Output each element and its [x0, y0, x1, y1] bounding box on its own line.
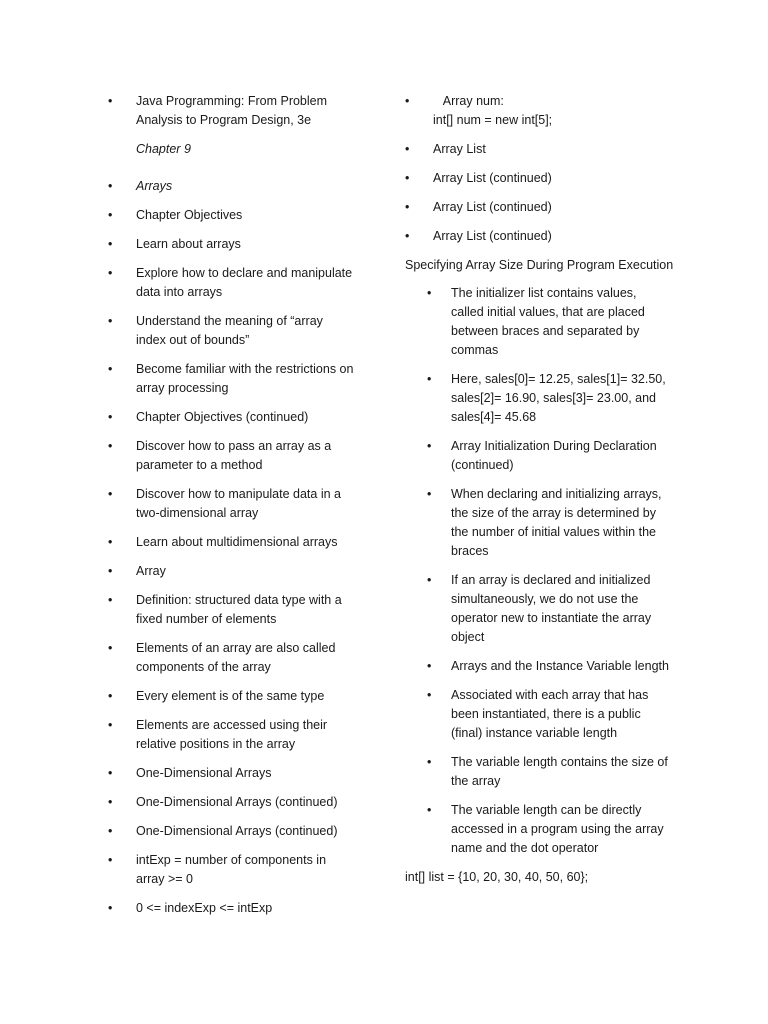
bullet-icon: •	[405, 142, 410, 156]
item-text-line: Array num:	[433, 94, 504, 108]
item-text-line: The variable length contains the size of	[451, 755, 668, 769]
item-text-line: components of the array	[136, 660, 271, 674]
list-item	[405, 753, 680, 791]
item-text-line: The initializer list contains values,	[451, 286, 637, 300]
bullet-icon: •	[427, 372, 432, 386]
item-text-line: Elements are accessed using their	[136, 718, 328, 732]
section-heading	[405, 256, 680, 275]
item-text-line: fixed number of elements	[136, 612, 277, 626]
item-text-line: One-Dimensional Arrays	[136, 766, 272, 780]
list-item	[108, 485, 370, 523]
item-text-line: Discover how to pass an array as a	[136, 439, 332, 453]
item-text-line: Learn about multidimensional arrays	[136, 535, 338, 549]
list-item	[108, 264, 370, 302]
item-text-line: Java Programming: From Problem	[136, 94, 328, 108]
item-text-line: Here, sales[0]= 12.25, sales[1]= 32.50,	[451, 372, 666, 386]
item-text-line: the number of initial values within the	[451, 525, 656, 539]
item-text-line: Array Initialization During Declaration	[451, 439, 657, 453]
bullet-icon: •	[427, 286, 432, 300]
list-item	[108, 92, 370, 130]
bullet-icon: •	[108, 824, 113, 838]
item-text-line: If an array is declared and initialized	[451, 573, 651, 587]
list-item	[405, 284, 680, 360]
bullet-icon: •	[427, 688, 432, 702]
bullet-icon: •	[108, 439, 113, 453]
item-text-line: index out of bounds”	[136, 333, 250, 347]
item-text-line: the size of the array is determined by	[451, 506, 656, 520]
list-item	[108, 851, 370, 889]
item-text-line: relative positions in the array	[136, 737, 296, 751]
left-column	[108, 92, 370, 928]
list-item	[108, 899, 370, 918]
item-text-line: braces	[451, 544, 489, 558]
item-text-line: Analysis to Program Design, 3e	[136, 113, 312, 127]
list-item	[405, 169, 680, 188]
bullet-icon: •	[427, 573, 432, 587]
bullet-icon: •	[108, 237, 113, 251]
list-item	[108, 687, 370, 706]
item-text-line: between braces and separated by	[451, 324, 640, 338]
item-text-line: commas	[451, 343, 499, 357]
item-text-line: sales[2]= 16.90, sales[3]= 23.00, and	[451, 391, 657, 405]
item-text-line: Array List (continued)	[433, 229, 552, 243]
list-item	[108, 437, 370, 475]
list-item	[405, 801, 680, 858]
bullet-icon: •	[427, 487, 432, 501]
list-item	[405, 485, 680, 561]
section-heading-text: int[] list = {10, 20, 30, 40, 50, 60};	[405, 870, 589, 884]
item-text-line: array processing	[136, 381, 229, 395]
bullet-icon: •	[427, 659, 432, 673]
list-item	[108, 408, 370, 427]
bullet-icon: •	[108, 766, 113, 780]
list-item	[108, 716, 370, 754]
bullet-icon: •	[108, 901, 113, 915]
item-text-line: intExp = number of components in	[136, 853, 327, 867]
item-text-line: data into arrays	[136, 285, 223, 299]
item-text-line: When declaring and initializing arrays,	[451, 487, 662, 501]
bullet-icon: •	[405, 229, 410, 243]
bullet-icon: •	[405, 171, 410, 185]
list-item	[108, 177, 370, 196]
item-text-line: two-dimensional array	[136, 506, 259, 520]
item-text-line: Arrays	[136, 179, 173, 193]
item-text-line: Array	[136, 564, 166, 578]
item-text-line: Discover how to manipulate data in a	[136, 487, 341, 501]
item-text-line: Explore how to declare and manipulate	[136, 266, 353, 280]
item-text-line: One-Dimensional Arrays (continued)	[136, 795, 338, 809]
list-item	[108, 312, 370, 350]
item-text-line: the array	[451, 774, 501, 788]
item-text-line: called initial values, that are placed	[451, 305, 645, 319]
bullet-icon: •	[108, 314, 113, 328]
list-item	[108, 533, 370, 552]
bullet-icon: •	[108, 564, 113, 578]
right-column	[405, 92, 680, 896]
item-text-line: Array List	[433, 142, 486, 156]
item-text-line: int[] num = new int[5];	[433, 113, 553, 127]
item-text-line: operator new to instantiate the array	[451, 611, 652, 625]
list-item	[405, 657, 680, 676]
chapter-label	[108, 140, 370, 159]
bullet-icon: •	[108, 410, 113, 424]
item-text-line: Associated with each array that has	[451, 688, 649, 702]
item-text-line: Array List (continued)	[433, 200, 552, 214]
item-text-line: Chapter Objectives	[136, 208, 243, 222]
list-item	[108, 360, 370, 398]
bullet-icon: •	[108, 179, 113, 193]
item-text-line: Arrays and the Instance Variable length	[451, 659, 669, 673]
list-item	[405, 227, 680, 246]
bullet-icon: •	[108, 718, 113, 732]
bullet-icon: •	[108, 795, 113, 809]
item-text-line: Learn about arrays	[136, 237, 241, 251]
item-text-line: name and the dot operator	[451, 841, 599, 855]
bullet-icon: •	[427, 439, 432, 453]
list-item	[108, 591, 370, 629]
item-text-line: (continued)	[451, 458, 514, 472]
item-text-line: Definition: structured data type with a	[136, 593, 342, 607]
list-item	[108, 639, 370, 677]
list-item	[405, 370, 680, 427]
item-text-line: array >= 0	[136, 872, 193, 886]
item-text-line: One-Dimensional Arrays (continued)	[136, 824, 338, 838]
bullet-icon: •	[108, 689, 113, 703]
item-text-line: Understand the meaning of “array	[136, 314, 323, 328]
item-text-line: Array List (continued)	[433, 171, 552, 185]
bullet-icon: •	[108, 641, 113, 655]
list-item	[405, 92, 680, 130]
section-heading-text: Specifying Array Size During Program Execution	[405, 258, 674, 272]
item-text-line: object	[451, 630, 485, 644]
list-item	[405, 198, 680, 217]
item-text-line: Every element is of the same type	[136, 689, 325, 703]
item-text-line: The variable length can be directly	[451, 803, 642, 817]
bullet-icon: •	[108, 266, 113, 280]
list-item	[108, 764, 370, 783]
bullet-icon: •	[405, 94, 410, 108]
item-text-line: simultaneously, we do not use the	[451, 592, 639, 606]
list-item	[108, 206, 370, 225]
item-text-line: (final) instance variable length	[451, 726, 618, 740]
item-text-line: Elements of an array are also called	[136, 641, 336, 655]
list-item	[108, 235, 370, 254]
bullet-icon: •	[108, 362, 113, 376]
bullet-icon: •	[405, 200, 410, 214]
item-text-line: 0 <= indexExp <= intExp	[136, 901, 273, 915]
item-text-line: Chapter Objectives (continued)	[136, 410, 309, 424]
chapter-label-text: Chapter 9	[136, 142, 191, 156]
list-item	[108, 793, 370, 812]
bullet-icon: •	[108, 487, 113, 501]
list-item	[405, 437, 680, 475]
item-text-line: been instantiated, there is a public	[451, 707, 641, 721]
bullet-icon: •	[108, 535, 113, 549]
bullet-icon: •	[108, 853, 113, 867]
list-item	[405, 686, 680, 743]
list-item	[405, 140, 680, 159]
list-item	[405, 571, 680, 647]
item-text-line: accessed in a program using the array	[451, 822, 664, 836]
list-item	[108, 822, 370, 841]
bullet-icon: •	[108, 94, 113, 108]
section-heading	[405, 868, 680, 887]
list-item	[108, 562, 370, 581]
item-text-line: sales[4]= 45.68	[451, 410, 537, 424]
bullet-icon: •	[108, 208, 113, 222]
bullet-icon: •	[108, 593, 113, 607]
bullet-icon: •	[427, 803, 432, 817]
item-text-line: parameter to a method	[136, 458, 263, 472]
bullet-icon: •	[427, 755, 432, 769]
item-text-line: Become familiar with the restrictions on	[136, 362, 354, 376]
